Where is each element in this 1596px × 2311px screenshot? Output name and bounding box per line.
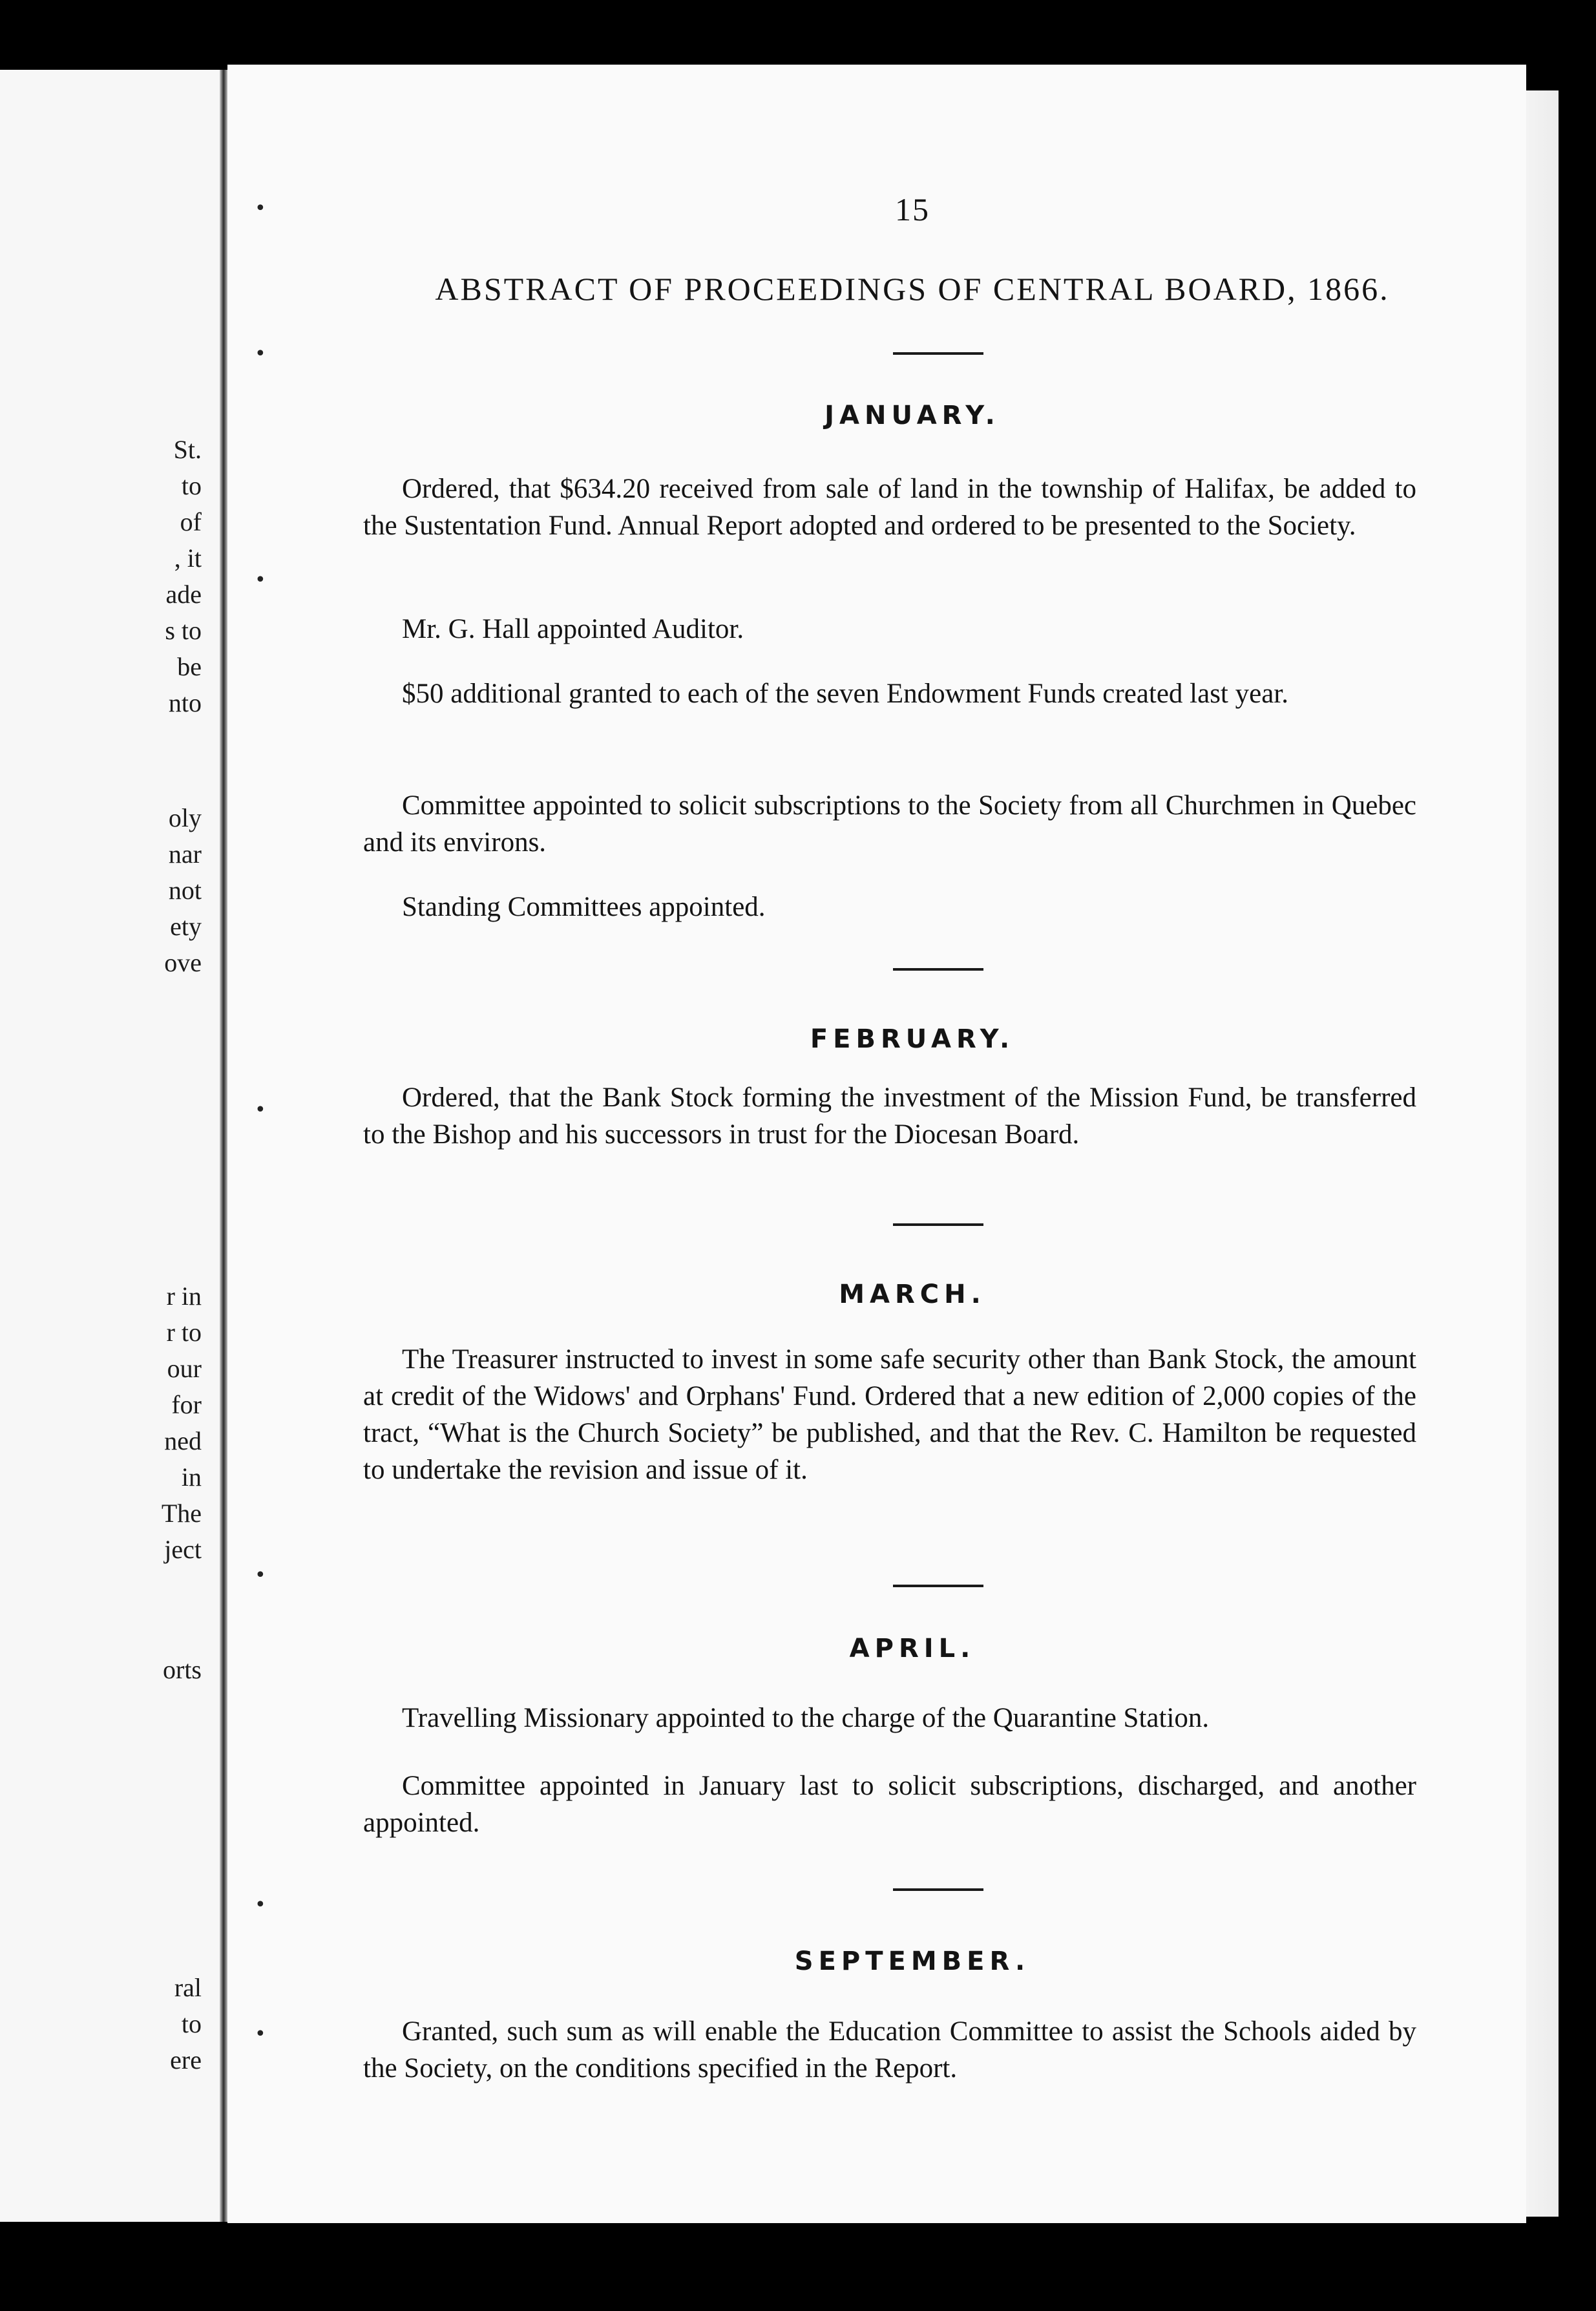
section-heading-february: FEBRUARY.: [810, 1024, 1015, 1054]
paragraph: Committee appointed in January last to solicit subscriptions, discharged, and another appointed.: [363, 1771, 1416, 1838]
page-number: 15: [895, 191, 930, 227]
fragment: orts: [163, 1655, 202, 1684]
fragment: our: [167, 1354, 202, 1383]
margin-speck: •: [255, 2023, 266, 2045]
paragraph: Mr. G. Hall appointed Auditor.: [402, 614, 744, 644]
margin-speck: •: [255, 1099, 266, 1121]
fragment: ere: [170, 2045, 202, 2074]
page-title: ABSTRACT OF PROCEEDINGS OF CENTRAL BOARD, 1866.: [435, 271, 1390, 307]
fragment: ject: [164, 1535, 202, 1564]
section-divider: [893, 1585, 983, 1587]
paragraph: $50 additional granted to each of the seven Endowment Funds created last year.: [402, 679, 1288, 709]
book-gutter: [220, 70, 227, 2222]
margin-speck: •: [255, 197, 266, 220]
section-divider: [893, 1223, 983, 1226]
fragment: for: [171, 1390, 202, 1419]
fragment: ety: [170, 912, 202, 941]
paragraph: Ordered, that the Bank Stock forming the investment of the Mission Fund, be transferred to the Bishop and his successors in trust for the Diocesan Board.: [363, 1082, 1416, 1150]
fragment: ove: [164, 948, 202, 977]
paragraph: Standing Committees appointed.: [402, 892, 766, 922]
fragment: , it: [174, 543, 202, 573]
fragment: s to: [165, 616, 202, 645]
previous-page-fragment: [0, 70, 220, 2222]
fragment: r to: [166, 1318, 202, 1347]
fragment: ral: [174, 1973, 202, 2002]
paragraph: The Treasurer instructed to invest in some safe security other than Bank Stock, the amount at credit of the Widows' and Orphans' Fund. Ordered that a new edition of 2,000 copies of the tract, “What is the Church Society” be published, and that the Rev. C. Hamilton be requested to undertake the revision and issue of it.: [363, 1344, 1416, 1485]
section-divider: [893, 352, 983, 355]
fragment: to: [181, 471, 202, 500]
fragment: to: [181, 2009, 202, 2038]
margin-speck: •: [255, 569, 266, 591]
section-heading-march: MARCH.: [839, 1280, 986, 1309]
margin-speck: •: [255, 1564, 266, 1587]
fragment: St.: [173, 435, 202, 464]
fragment: The: [161, 1499, 202, 1528]
margin-speck: •: [255, 343, 266, 365]
paragraph: Granted, such sum as will enable the Education Committee to assist the Schools aided by the Society, on the conditions specified in the Report.: [363, 2016, 1416, 2084]
paragraph: Committee appointed to solicit subscriptions to the Society from all Churchmen in Quebec and its environs.: [363, 790, 1416, 858]
fragment: not: [168, 876, 202, 905]
fragment: ade: [165, 580, 202, 609]
fragment: of: [180, 507, 202, 536]
section-divider: [893, 1888, 983, 1891]
fragment: nar: [168, 839, 202, 869]
fragment: nto: [168, 688, 202, 717]
fragment: ned: [164, 1426, 202, 1455]
section-heading-april: APRIL.: [849, 1634, 976, 1663]
section-heading-january: JANUARY.: [824, 401, 1000, 430]
section-heading-september: SEPTEMBER.: [794, 1947, 1031, 1976]
fragment: oly: [168, 803, 202, 832]
fragment: r in: [166, 1282, 202, 1311]
paragraph: Travelling Missionary appointed to the charge of the Quarantine Station.: [402, 1703, 1210, 1733]
margin-speck: •: [255, 1894, 266, 1916]
fragment: in: [181, 1462, 202, 1492]
section-divider: [893, 968, 983, 971]
paragraph: Ordered, that $634.20 received from sale of land in the township of Halifax, be added to the Sustentation Fund. Annual Report adopted and ordered to be presented to the Society.: [363, 474, 1416, 541]
document-page: [227, 65, 1526, 2223]
fragment: be: [177, 652, 202, 681]
